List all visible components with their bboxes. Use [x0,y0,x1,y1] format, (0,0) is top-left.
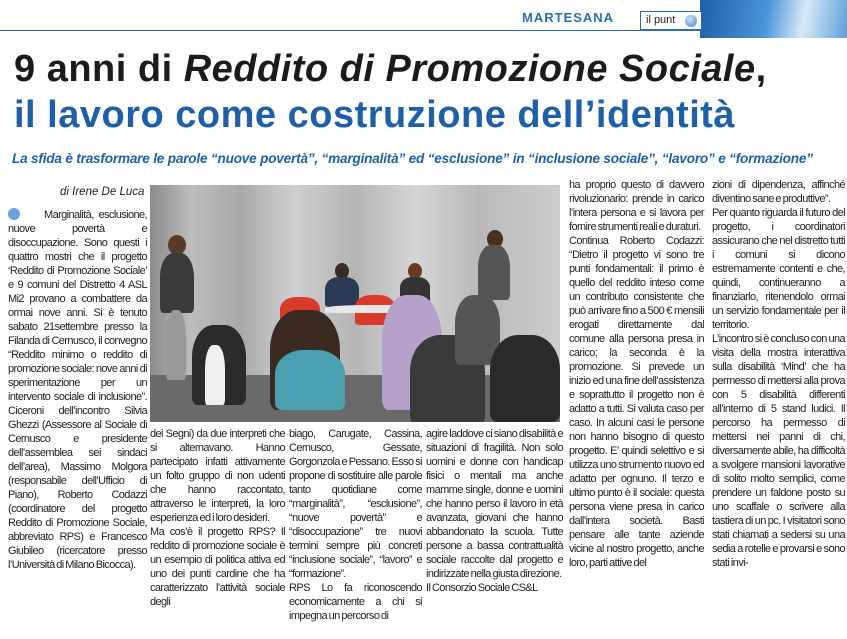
headline-line2: il lavoro come costruzione dell’identità [14,94,736,136]
page-header [0,0,847,34]
paragraph: Continua Roberto Codazzi: “Dietro il progetto vi sono tre punti fondamentali: il primo è quello del reddito inteso come un contributo consistente che può arrivare fino a 500 € mensili erogati direttamente dal comune alla persona presa in carico; la seconda è la promozione. Si prevede un inizio ed una fine dell’assistenza e soprattutto il progetto non è adatto a tutti. Si valuta caso per caso. In alcuni casi le persone non hanno bisogno di questo progetto. E’ quindi selettivo e si utilizza uno strumento nuovo ed adatto per ognuno. Il terzo e ultimo punto è il sociale: questa persona viene presa in carico dall’intera società. Basti pensare alle tante aziende vicine al nostro progetto, anche loro, parti attive del [569,235,704,569]
paragraph: ha proprio questo di davvero rivoluzionario: prende in carico l’intera persona e si lavora per fornire strumenti reali e duraturi. [569,179,704,233]
byline: di Irene De Luca [60,186,145,198]
headline-italic: Reddito di Promozione Sociale [183,48,756,90]
paragraph: Ma cos’è il progetto RPS? Il reddito di promozione sociale è un esempio di politica attiva ed uno dei punti cardine che ha caratterizzato l’attività sociale degli [150,526,285,608]
paragraph: biago, Carugate, Cassina, Cernusco, Gessate, Gorgonzola e Pessano. Esso si propone di sostituire alle parole tanto quotidiane come “marginalità”, “esclusione”, “nuove povertà” e “disoccupazione” tre nuovi termini sempre più concreti “inclusione sociale”, “lavoro” e “formazione”. [289,428,422,580]
paragraph: zioni di dipendenza, affinché diventino sane e produttive”. [712,179,845,205]
header-rule [0,30,700,31]
paragraph: RPS Lo fa riconoscendo economicamente a chi si impegna un percorso di [289,582,422,622]
bullet-circle-icon [8,208,20,220]
article-column-2 [150,427,285,609]
article-photo [150,185,560,422]
section-name: MARTESANA [522,10,615,25]
article-column-4 [426,427,563,595]
headline-prefix: 9 anni di [14,48,184,90]
paragraph: Il Consorzio Sociale CS&L [426,582,538,594]
headline-line1 [14,48,767,91]
subtitle: La sfida è trasformare le parole “nuove povertà”, “marginalità” ed “esclusione” in “inclusione sociale”, “lavoro” e “formazione” [12,151,813,166]
header-gradient-band [700,0,847,38]
paragraph: Marginalità, esclusione, nuove povertà e disoccupazione. Sono questi i quattro mostri che il progetto ‘Reddito di Promozione Sociale’ e 9 comuni del Distretto 4 ASL Mi2 provano a combattere da ormai nove anni. Si è tenuto sabato 21settembre presso la Filanda di Cernusco, il convegno “Reddito minimo o reddito di promozione sociale: nove anni di sperimentazione per un intervento sociale di inclusione”. Ciceroni dell’incontro Silvia Ghezzi (Assessore al Sociale di Cernusco e presidente dell’assemblea sei sindaci dell’area), Massimo Molgora (responsabile dell’Ufficio di Piano), Roberto Codazzi (coordinatore del progetto Reddito di Promozione Sociale, abbreviato RPS) e Francesco Giubileo (ricercatore presso l’Università di Milano Bicocca). [8,209,147,571]
paragraph: Per quanto riguarda il futuro del progetto, i coordinatori assicurano che nel distretto tutti i comuni si dicono estremamente contenti e che, quindi, continueranno a finanziarlo, ritenendolo ormai un servizio fondamentale per il territorio. [712,207,845,331]
brand-name: il punt [646,14,676,26]
article-column-3 [289,427,422,623]
paragraph: dei Segni) da due interpreti che si alternavano. Hanno partecipato infatti attivamente un folto gruppo di non udenti che hanno raccontato, attraverso le interpreti, la loro esperienza ed i loro desideri. [150,428,285,524]
article-column-1 [8,208,147,572]
article-column-5 [569,178,704,570]
paragraph: agire laddove ci siano disabilità e situazioni di fragilità. Non solo uomini e donne con handicap fisici o mentali ma anche mamme single, donne e uomini che hanno perso il lavoro in età avanzata, giovani che hanno abbandonato la scuola. Tutte persone a bassa contrattualità sociale raccolte dal progetto e indirizzate nella giusta direzione. [426,428,563,580]
paragraph: L’incontro si è concluso con una visita della mostra interattiva sulla disabilità ‘Mind’ che ha permesso di mettersi alla prova con 5 disabilità differenti all’interno di 5 stand ludici. Il percorso ha permesso di mettersi nei panni di chi, diversamente abile, ha difficoltà a svolgere mansioni lavorative di solito molto semplici, come prendere un faldone posto su uno scaffale o scrivere alla tastiera di un pc. I visitatori sono stati chiamati a sedersi su una sedia a rotelle e provarsi e sono stati invi- [712,333,845,569]
brand-circle-icon [685,15,697,27]
article-column-6 [712,178,845,570]
headline-suffix: , [755,48,767,90]
brand-logo [640,11,702,30]
